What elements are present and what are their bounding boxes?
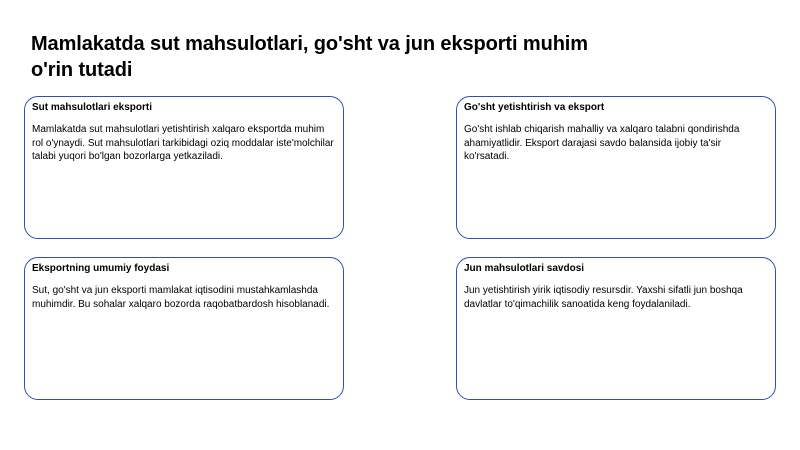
card-body-text: Jun yetishtirish yirik iqtisodiy resursdir. Yaxshi sifatli jun boshqa davlatlar to'qimachilik sanoatida keng foydalaniladi. <box>464 285 743 310</box>
card-heading: Jun mahsulotlari savdosi <box>464 263 585 274</box>
card-wool-trade <box>456 257 776 400</box>
card-export-benefit <box>24 257 344 400</box>
card-dairy-export <box>24 96 344 239</box>
card-body-text: Sut, go'sht va jun eksporti mamlakat iqtisodini mustahkamlashda muhimdir. Bu sohalar xalqaro bozorda raqobatbardosh hisoblanadi. <box>32 285 330 310</box>
card-heading: Eksportning umumiy foydasi <box>32 263 170 274</box>
slide-title: Mamlakatda sut mahsulotlari, go'sht va jun eksporti muhim o'rin tutadi <box>31 33 588 81</box>
card-body-text: Mamlakatda sut mahsulotlari yetishtirish xalqaro eksportda muhim rol o'ynaydi. Sut mahsulotlari tarkibidagi oziq moddalar iste'molchilar talabi yuqori bo'lgan bozorlarga yetkaziladi. <box>32 124 334 162</box>
card-meat-export <box>456 96 776 239</box>
card-heading: Sut mahsulotlari eksporti <box>32 102 153 113</box>
card-body-text: Go'sht ishlab chiqarish mahalliy va xalqaro talabni qondirishda ahamiyatlidir. Eksport darajasi savdo balansida ijobiy ta'sir ko'rsatadi. <box>464 124 740 162</box>
card-heading: Go'sht yetishtirish va eksport <box>464 102 605 113</box>
